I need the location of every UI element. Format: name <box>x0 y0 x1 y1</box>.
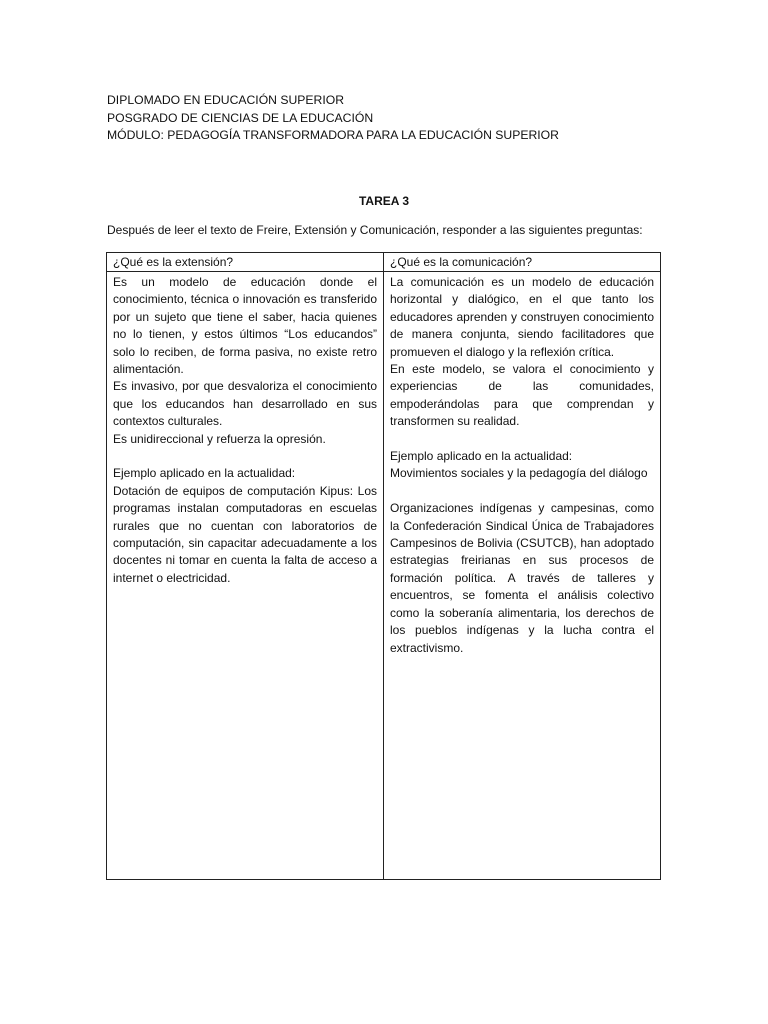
spacer <box>390 483 654 500</box>
communication-example-text-2: Organizaciones indígenas y campesinas, como la Confederación Sindical Única de Trabajadores Campesinos de Bolivia (CSUTCB), han adoptado estrategias freirianas en sus procesos de formación política. A través de talleres y encuentros, se fomenta el análisis colectivo como la soberanía alimentaria, los derechos de los pueblos indígenas y la lucha contra el extractivismo. <box>390 501 654 655</box>
extension-heading: ¿Qué es la extensión? <box>107 253 383 272</box>
spacer <box>390 431 654 448</box>
spacer <box>113 448 377 465</box>
extension-example-label: Ejemplo aplicado en la actualidad: <box>113 466 296 481</box>
header-postgrad-line: POSGRADO DE CIENCIAS DE LA EDUCACIÓN <box>107 110 374 125</box>
extension-paragraph-2: Es invasivo, por que desvaloriza el conocimiento que los educandos han desarrollado en sus contextos culturales. <box>113 379 377 429</box>
extension-example-text: Dotación de equipos de computación Kipus: Los programas instalan computadoras en escuelas rurales que no cuentan con laboratorios de computación, sin capacitar adecuadamente a los docentes ni tomar en cuenta la falta de acceso a internet o electricidad. <box>113 483 377 585</box>
communication-paragraph-2: En este modelo, se valora el conocimiento y experiencias de las comunidades, empoderándolas para que comprendan y transformen su realidad. <box>390 362 654 429</box>
communication-heading: ¿Qué es la comunicación? <box>384 253 660 272</box>
communication-column <box>384 253 660 879</box>
header-module-line: MÓDULO: PEDAGOGÍA TRANSFORMADORA PARA LA EDUCACIÓN SUPERIOR <box>107 128 559 142</box>
extension-paragraph-3: Es unidireccional y refuerza la opresión. <box>113 431 326 446</box>
extension-column <box>107 253 384 879</box>
comparison-table <box>106 252 661 880</box>
assignment-instructions: Después de leer el texto de Freire, Extensión y Comunicación, responder a las siguientes preguntas: <box>107 223 643 237</box>
communication-example-text: Movimientos sociales y la pedagogía del diálogo <box>390 466 648 481</box>
communication-answer <box>384 272 660 657</box>
extension-paragraph-1: Es un modelo de educación donde el conocimiento, técnica o innovación es transferido por un sujeto que tiene el saber, hacia quienes no lo tienen, y estos últimos “Los educandos” solo lo reciben, de forma pasiva, no existe retro alimentación. <box>113 275 377 377</box>
document-header <box>107 92 667 145</box>
communication-paragraph-1: La comunicación es un modelo de educación horizontal y dialógico, en el que tanto los educadores aprenden y construyen conocimiento de manera conjunta, siendo facilitadores que promueven el dialogo y la reflexión crítica. <box>390 275 654 359</box>
communication-example-label: Ejemplo aplicado en la actualidad: <box>390 449 573 464</box>
extension-answer <box>107 272 383 587</box>
assignment-title: TAREA 3 <box>358 194 409 208</box>
header-diploma-line: DIPLOMADO EN EDUCACIÓN SUPERIOR <box>107 93 345 107</box>
